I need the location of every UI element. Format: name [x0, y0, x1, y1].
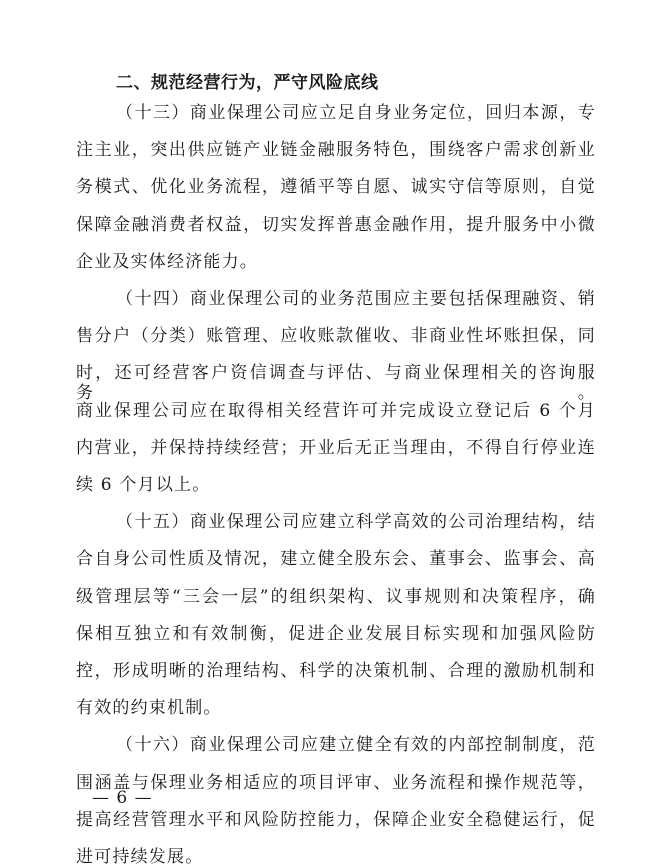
paragraph-16-line-2: 围涵盖与保理业务相适应的项目评审、业务流程和操作规范等，: [76, 772, 596, 793]
paragraph-15-line-2: 合自身公司性质及情况，建立健全股东会、董事会、监事会、高: [76, 549, 596, 570]
paragraph-13-line-5: 企业及实体经济能力。: [76, 251, 258, 272]
paragraph-15-line-6: 有效的约束机制。: [76, 698, 222, 719]
paragraph-13-line-1: （十三）商业保理公司应立足自身业务定位，回归本源，专: [116, 103, 596, 123]
paragraph-14-line-1: （十四）商业保理公司的业务范围应主要包括保理融资、销: [116, 289, 596, 309]
paragraph-14-line-2: 售分户（分类）账管理、应收账款催收、非商业性坏账担保，同: [76, 326, 596, 347]
paragraph-16-line-3: 提高经营管理水平和风险防控能力，保障企业安全稳健运行，促: [76, 809, 596, 830]
paragraph-15-line-3: 级管理层等“三会一层”的组织架构、议事规则和决策程序，确: [76, 586, 596, 607]
paragraph-14-line-4: 商业保理公司应在取得相关经营许可并完成设立登记后 6 个月: [76, 400, 596, 421]
paragraph-15-line-5: 控，形成明晰的治理结构、科学的决策机制、合理的激励机制和: [76, 661, 596, 681]
paragraph-13-line-2: 注主业，突出供应链产业链金融服务特色，围绕客户需求创新业: [76, 140, 596, 161]
section-heading: 二、规范经营行为，严守风险底线: [116, 73, 379, 93]
paragraph-16-line-4: 进可持续发展。: [76, 847, 204, 867]
paragraph-14-line-6: 续 6 个月以上。: [76, 475, 211, 495]
page-number: — 6 —: [92, 788, 153, 808]
paragraph-13-line-3: 务模式、优化业务流程，遵循平等自愿、诚实守信等原则，自觉: [76, 177, 596, 198]
paragraph-15-line-4: 保相互独立和有效制衡，促进企业发展目标实现和加强风险防: [76, 623, 596, 644]
paragraph-16-line-1: （十六）商业保理公司应建立健全有效的内部控制制度，范: [116, 735, 596, 756]
paragraph-14-line-5: 内营业，并保持持续经营；开业后无正当理由，不得自行停业连: [76, 437, 596, 458]
paragraph-13-line-4: 保障金融消费者权益，切实发挥普惠金融作用，提升服务中小微: [76, 214, 596, 235]
paragraph-14-line-3: 时，还可经营客户资信调查与评估、与商业保理相关的咨询服务。: [76, 363, 596, 404]
paragraph-15-line-1: （十五）商业保理公司应建立科学高效的公司治理结构，结: [116, 512, 596, 533]
